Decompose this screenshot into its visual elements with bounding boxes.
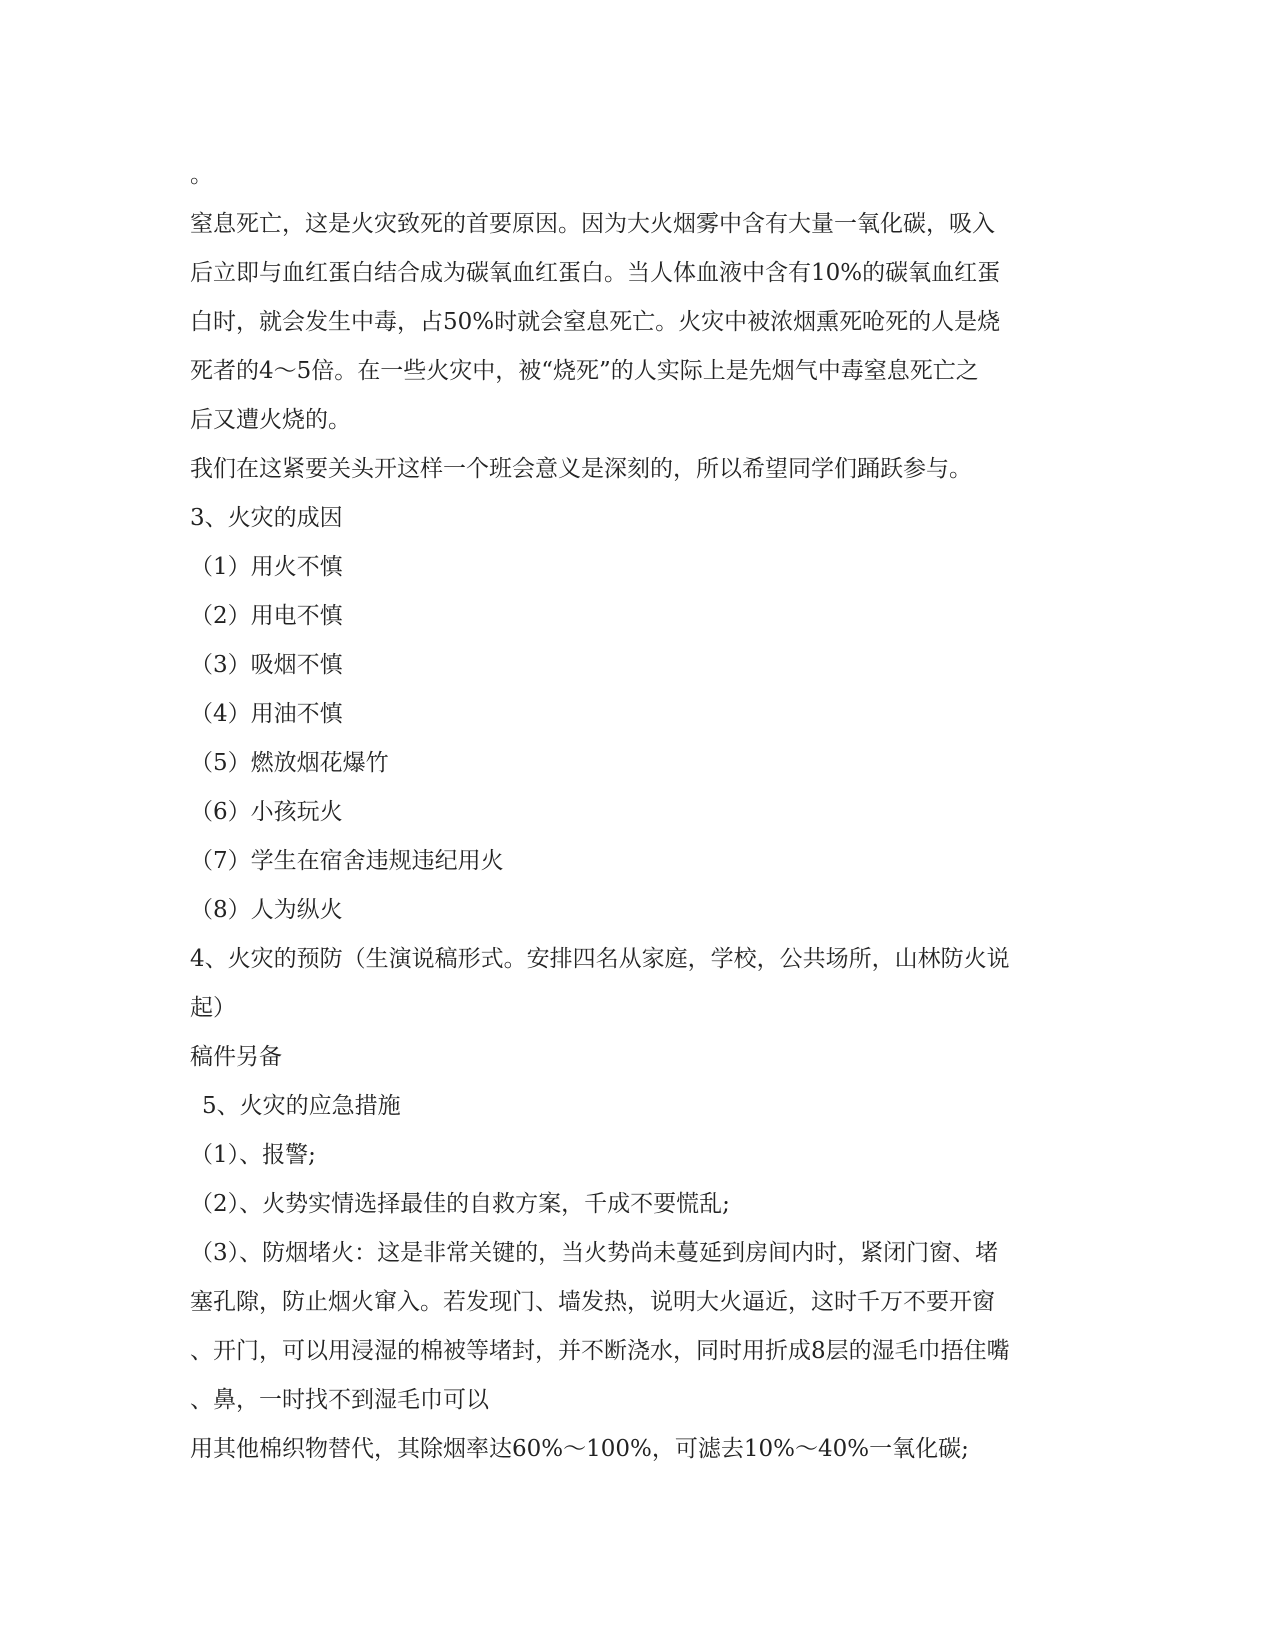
text-line: 稿件另备 xyxy=(190,1044,282,1070)
list-item: （3）、防烟堵火：这是非常关键的，当火势尚未蔓延到房间内时，紧闭门窗、堵 xyxy=(190,1240,999,1266)
list-item: （1）、报警; xyxy=(190,1142,316,1168)
text-line: 窒息死亡，这是火灾致死的首要原因。因为大火烟雾中含有大量一氧化碳，吸入 xyxy=(190,211,995,237)
text-line: 后又遭火烧的。 xyxy=(190,407,351,433)
list-item: （6）小孩玩火 xyxy=(190,799,343,825)
text-line: 后立即与血红蛋白结合成为碳氧血红蛋白。当人体血液中含有10%的碳氧血红蛋 xyxy=(190,260,1001,286)
text-line: 起） xyxy=(190,995,236,1021)
list-item: （4）用油不慎 xyxy=(190,701,343,727)
list-item: （1）用火不慎 xyxy=(190,554,343,580)
section-heading: 3、火灾的成因 xyxy=(190,505,343,531)
text-line: 死者的4～5倍。在一些火灾中，被“烧死”的人实际上是先烟气中毒窒息死亡之 xyxy=(190,358,979,384)
list-item: （2）、火势实情选择最佳的自救方案，千成不要慌乱; xyxy=(190,1191,730,1217)
text-line: 塞孔隙，防止烟火窜入。若发现门、墙发热，说明大火逼近，这时千万不要开窗 xyxy=(190,1289,995,1315)
text-line: 。 xyxy=(190,162,213,188)
list-item: （7）学生在宿舍违规违纪用火 xyxy=(190,848,504,874)
list-item: （8）人为纵火 xyxy=(190,897,343,923)
text-line: 白时，就会发生中毒，占50%时就会窒息死亡。火灾中被浓烟熏死呛死的人是烧 xyxy=(190,309,1001,335)
list-item: （5）燃放烟花爆竹 xyxy=(190,750,389,776)
section-heading: 4、火灾的预防（生演说稿形式。安排四名从家庭，学校，公共场所，山林防火说 xyxy=(190,946,1010,972)
text-line: 、开门，可以用浸湿的棉被等堵封，并不断浇水，同时用折成8层的湿毛巾捂住嘴 xyxy=(190,1338,1010,1364)
list-item: （2）用电不慎 xyxy=(190,603,343,629)
list-item: （3）吸烟不慎 xyxy=(190,652,343,678)
section-heading: 5、火灾的应急措施 xyxy=(202,1093,401,1119)
text-line: 我们在这紧要关头开这样一个班会意义是深刻的，所以希望同学们踊跃参与。 xyxy=(190,456,972,482)
text-line: 用其他棉织物替代，其除烟率达60%～100%，可滤去10%～40%一氧化碳; xyxy=(190,1436,969,1462)
text-line: 、鼻，一时找不到湿毛巾可以 xyxy=(190,1387,489,1413)
